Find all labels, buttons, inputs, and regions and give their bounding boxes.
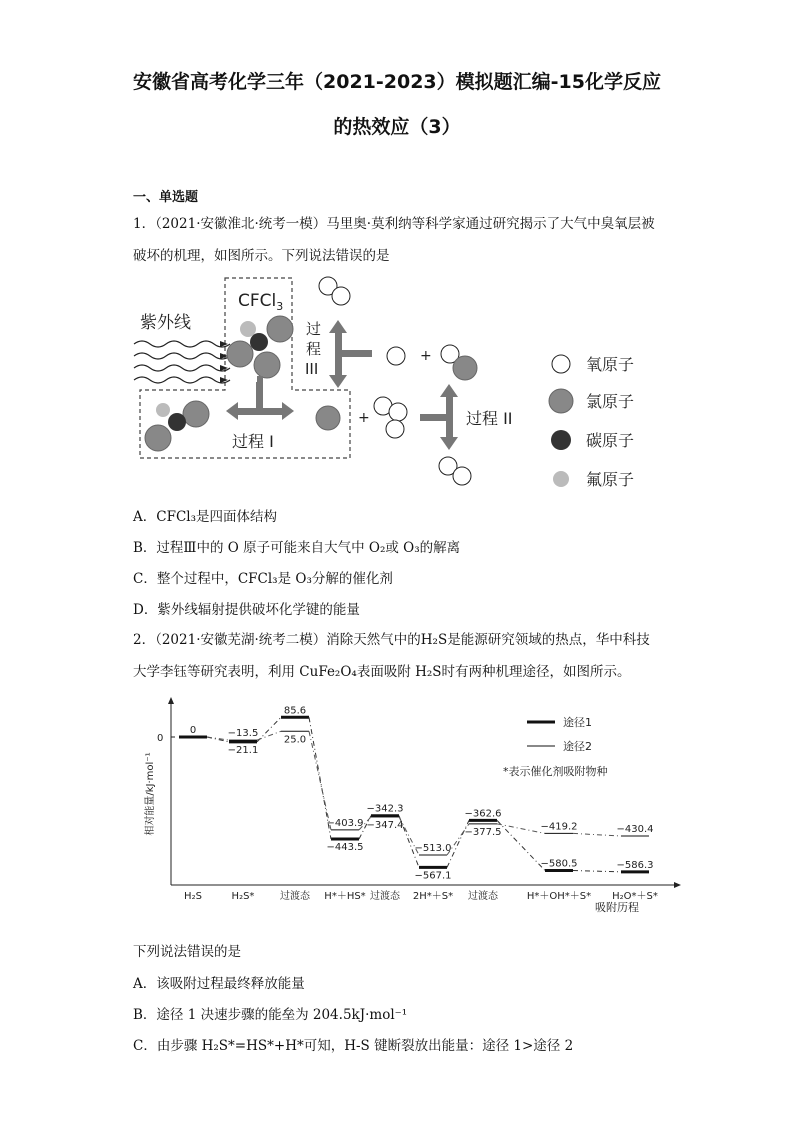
x-tick-label: 2H*＋S*: [412, 891, 454, 902]
legend-label-1: 途径1: [563, 716, 592, 729]
svg-text:氟原子: 氟原子: [586, 470, 635, 489]
connector-2: [309, 731, 331, 830]
chlorine-atom: [453, 356, 477, 380]
svg-text:+: +: [358, 410, 370, 426]
chlorine-atom-legend: [549, 389, 573, 413]
q1-option-a: A．CFCl₃是四面体结构: [133, 509, 278, 525]
data-label: −567.1: [414, 870, 452, 882]
chlorine-atom: [316, 406, 340, 430]
chlorine-atom: [254, 352, 280, 378]
data-label: −13.5: [227, 728, 259, 740]
x-tick-label: 过渡态: [280, 891, 310, 902]
process2-arrow: [420, 384, 458, 450]
q2-option-c: C．由步骤 H₂S*=HS*+H*可知，H-S 键断裂放出能量：途径 1>途径 2: [133, 1038, 574, 1054]
x-tick-label: 过渡态: [468, 891, 498, 902]
oxygen-atom: [453, 467, 471, 485]
q2-stem-line1: 2．（2021·安徽芜湖·统考二模）消除天然气中的H₂S是能源研究领域的热点，华中科技: [133, 632, 650, 648]
section-heading: 一、单选题: [133, 190, 199, 205]
x-tick-label: H₂S: [184, 891, 202, 902]
data-label: −419.2: [540, 821, 578, 833]
x-tick-label: H*＋HS*: [324, 891, 366, 902]
x-tick-label: H₂O*＋S*: [612, 891, 658, 902]
energy-profile-chart: [135, 695, 683, 923]
y-tick-label: 0: [157, 733, 164, 744]
data-label: −586.3: [616, 859, 654, 871]
data-label: −513.0: [414, 842, 452, 854]
doc-title-line1: 安徽省高考化学三年（2021-2023）模拟题汇编-15化学反应: [133, 71, 661, 93]
uv-label: 紫外线: [140, 313, 191, 333]
data-label: −430.4: [616, 823, 654, 835]
ozone-mechanism-figure: [130, 272, 660, 494]
connector-2: [257, 731, 281, 740]
process2-label: 过程 II: [466, 409, 513, 428]
data-label: −21.1: [227, 744, 259, 756]
fluorine-atom: [156, 403, 170, 417]
q1-stem-line1: 1．（2021·安徽淮北·统考一模）马里奥·莫利纳等科学家通过研究揭示了大气中臭氧层被: [133, 216, 655, 232]
fluorine-atom-legend: [553, 471, 569, 487]
data-label: −347.4: [366, 819, 404, 831]
process3-arrow: [329, 320, 372, 388]
legend-note: *表示催化剂吸附物种: [503, 765, 608, 778]
chlorine-atom: [183, 401, 209, 427]
x-axis-arrow: [674, 882, 681, 888]
connector-2: [207, 737, 229, 740]
x-axis-label: 吸附历程: [595, 901, 639, 914]
y-axis-label: 相对能量/kJ·mol⁻¹: [145, 752, 156, 836]
q1-option-d: D．紫外线辐射提供破坏化学键的能量: [133, 602, 360, 618]
oxygen-atom: [386, 420, 404, 438]
doc-title-line2: 的热效应（3）: [333, 116, 461, 138]
x-tick-label: 过渡态: [370, 891, 400, 902]
data-label: −443.5: [326, 842, 364, 854]
process3-label: 过程 III: [305, 320, 322, 378]
q2-option-a: A．该吸附过程最终释放能量: [133, 976, 305, 992]
x-tick-label: H₂S*: [231, 891, 255, 902]
y-axis-arrow: [168, 697, 174, 704]
oxygen-atom: [332, 287, 350, 305]
data-label: −342.3: [366, 803, 404, 815]
q2-after-text: 下列说法错误的是: [133, 944, 241, 960]
cfcl3-label: CFCl$_3$: [238, 291, 284, 313]
connector-1: [497, 820, 545, 870]
connector-2: [497, 824, 545, 834]
svg-text:碳原子: 碳原子: [586, 431, 635, 450]
svg-text:+: +: [420, 348, 432, 364]
carbon-atom-legend: [551, 430, 571, 450]
connector-1: [257, 717, 281, 742]
data-label: −362.6: [464, 808, 502, 820]
data-label: 85.6: [283, 705, 307, 717]
legend-label-2: 途径2: [563, 740, 592, 753]
q1-option-c: C．整个过程中，CFCl₃是 O₃分解的催化剂: [133, 571, 393, 587]
carbon-atom: [250, 333, 268, 351]
svg-text:氧原子: 氧原子: [586, 355, 635, 374]
connector-1: [573, 871, 621, 872]
data-label: 0: [189, 725, 197, 736]
svg-text:氯原子: 氯原子: [586, 392, 635, 411]
uv-waves: [134, 341, 230, 383]
data-label: −403.9: [326, 817, 364, 829]
carbon-atom: [168, 413, 186, 431]
q1-option-b: B．过程Ⅲ中的 O 原子可能来自大气中 O₂或 O₃的解离: [133, 540, 461, 556]
chlorine-atom: [145, 425, 171, 451]
data-label: −580.5: [540, 858, 578, 870]
data-label: −377.5: [464, 826, 502, 838]
q2-stem-line2: 大学李钰等研究表明，利用 CuFe₂O₄表面吸附 H₂S时有两种机理途径，如图所示。: [133, 664, 631, 680]
process1-label: 过程 I: [232, 432, 274, 451]
fluorine-atom: [240, 321, 256, 337]
q1-stem-line2: 破坏的机理，如图所示。下列说法错误的是: [133, 248, 390, 264]
chlorine-atom: [267, 316, 293, 342]
x-tick-label: H*＋OH*＋S*: [526, 891, 592, 902]
oxygen-atom: [387, 347, 405, 365]
connector-2: [573, 833, 621, 836]
oxygen-atom-legend: [552, 355, 570, 373]
data-label: 25.0: [283, 734, 307, 746]
legend: [549, 355, 634, 489]
q2-option-b: B．途径 1 决速步骤的能垒为 204.5kJ·mol⁻¹: [133, 1007, 408, 1023]
chlorine-atom: [227, 341, 253, 367]
oxygen-atom: [389, 403, 407, 421]
process1-arrow: [226, 382, 294, 420]
